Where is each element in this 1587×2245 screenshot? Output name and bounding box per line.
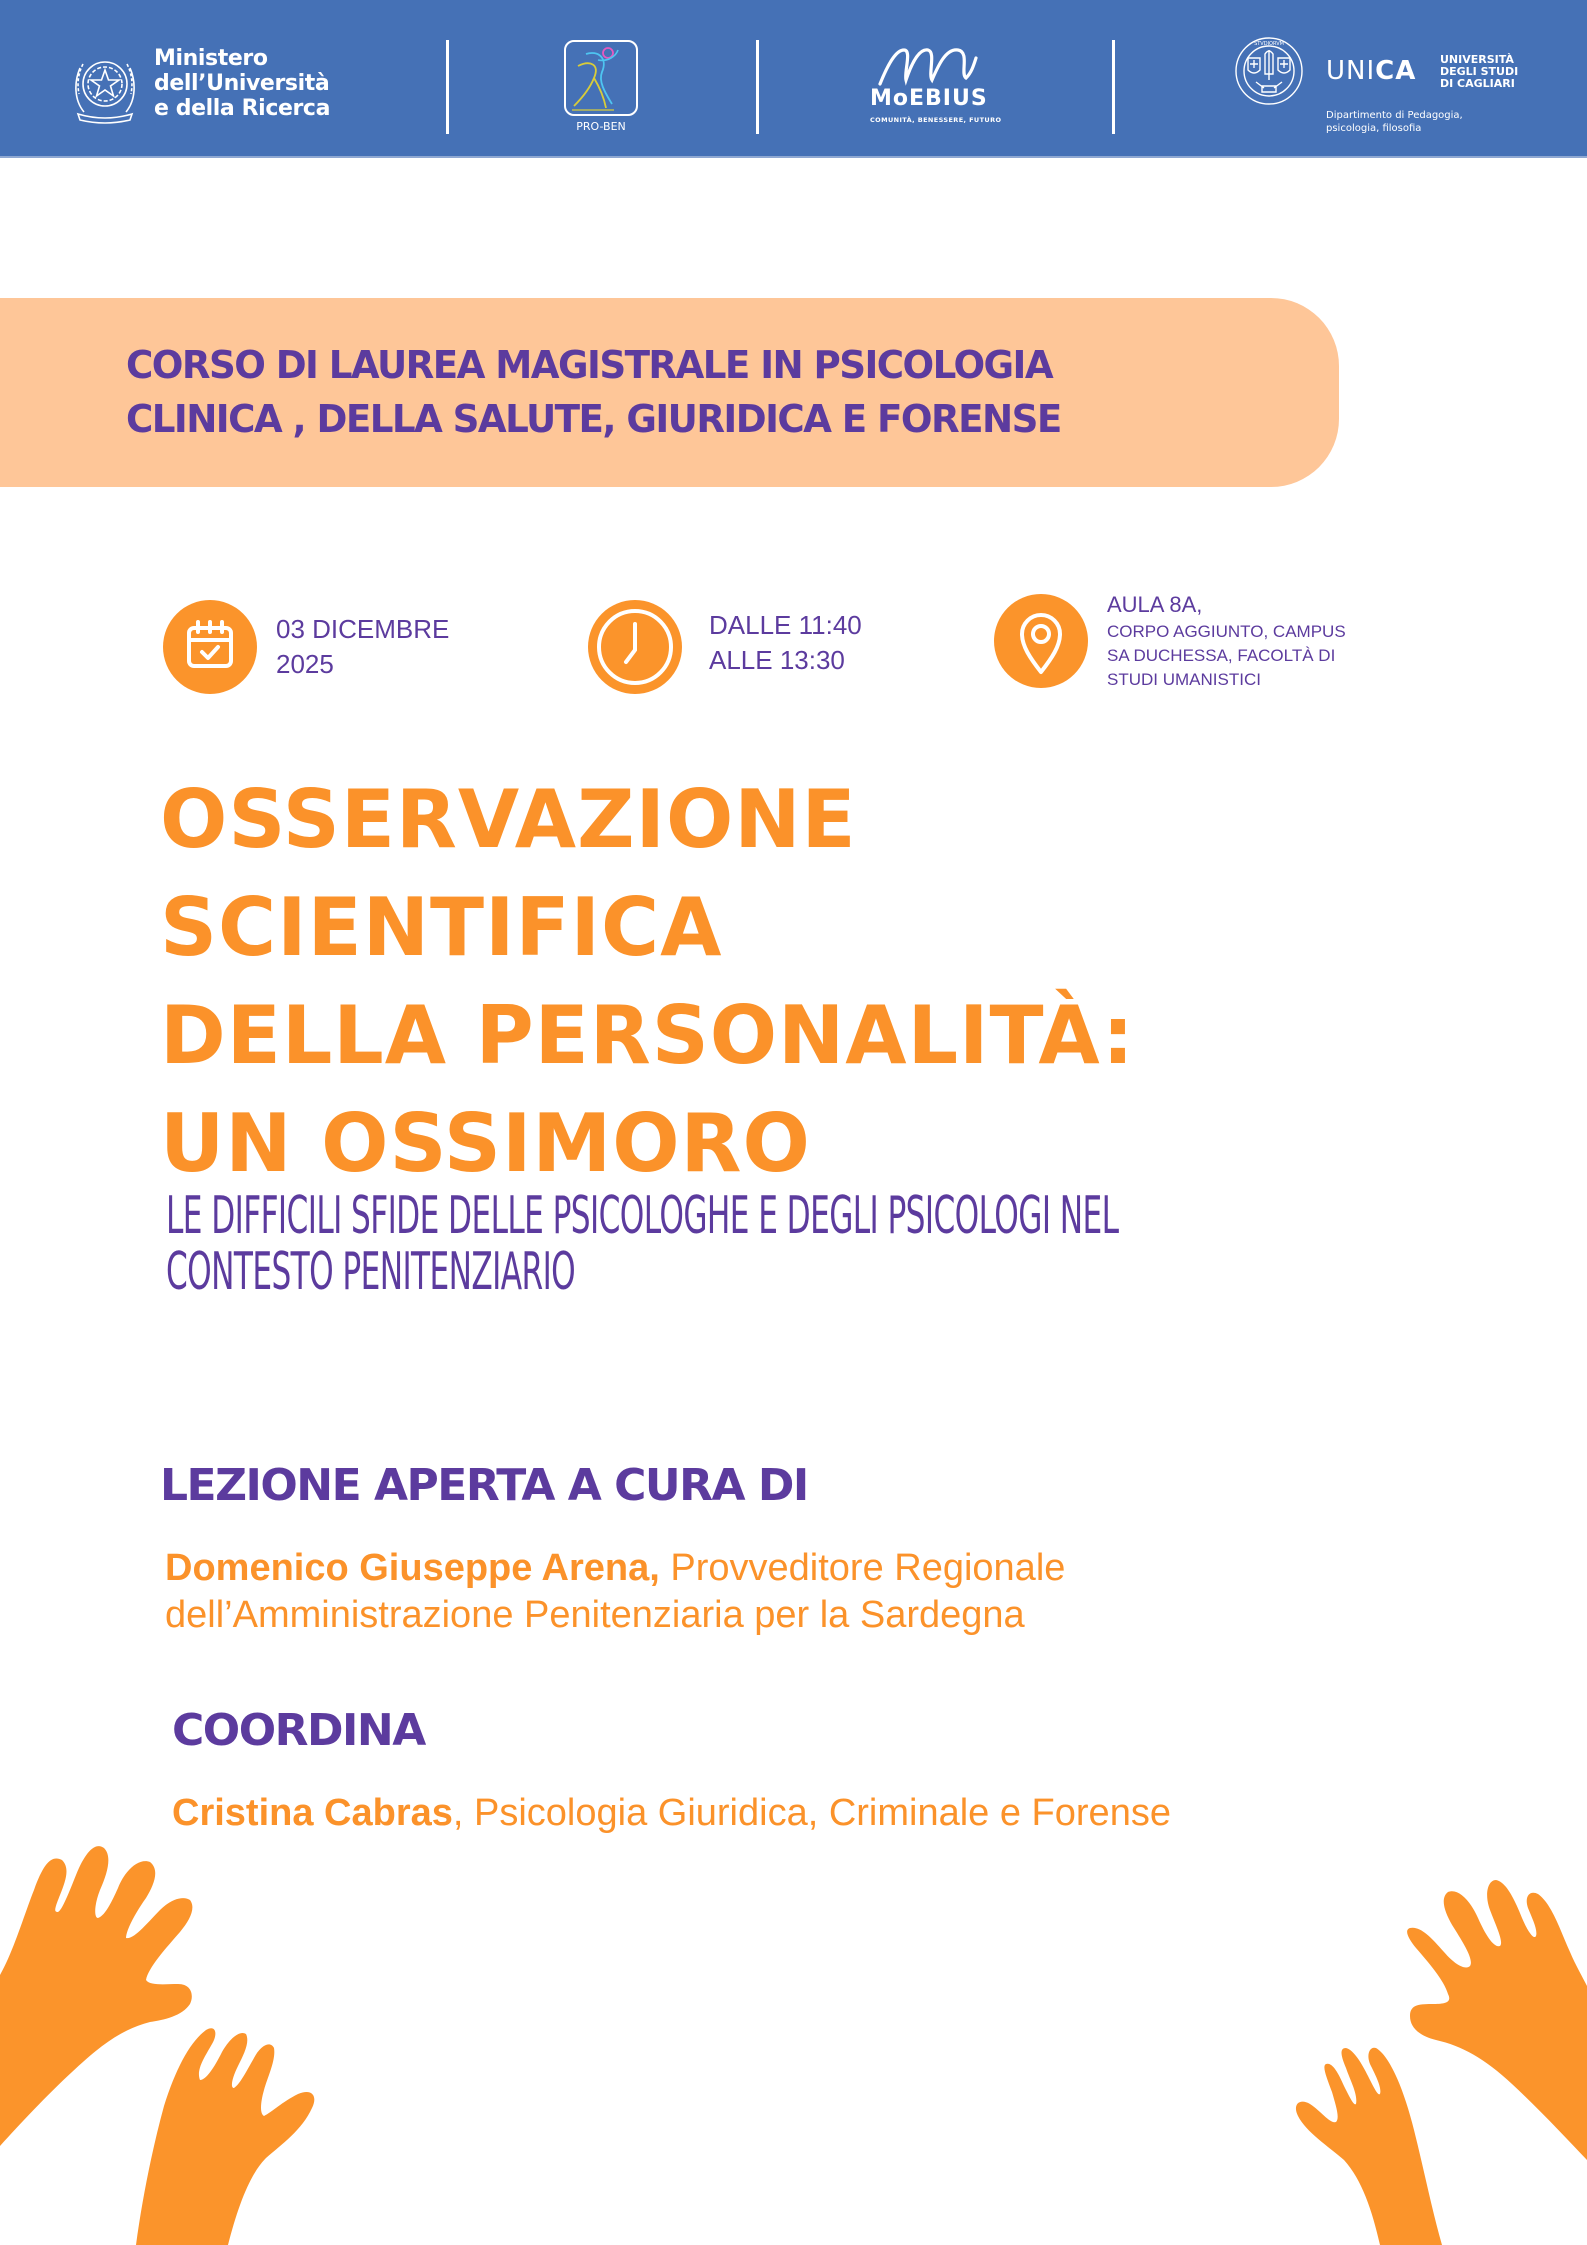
event-subtitle-line: CONTESTO PENITENZIARIO [166,1242,576,1302]
university-seal-icon [1234,36,1304,106]
event-date [276,612,449,682]
time-badge [588,600,682,694]
event-location-line: CORPO AGGIUNTO, CAMPUS [1107,622,1346,641]
moebius-name: MoEBIUS [870,86,988,111]
speaker-line-1 [165,1545,1065,1592]
proben-runner-logo-icon [564,40,638,116]
course-banner [0,298,1339,487]
clock-icon [588,600,682,694]
unica-dept-line: psicologia, filosofia [1326,123,1422,134]
header-bar [0,0,1587,158]
unica-name-line: DI CAGLIARI [1440,77,1515,90]
speaker-name: Domenico Giuseppe Arena, [165,1547,660,1589]
coordinator-line [172,1790,1171,1837]
ministry-name [154,46,330,121]
event-title-line: OSSERVAZIONE [160,773,857,866]
header-divider [446,40,449,134]
event-title-line: SCIENTIFICA [160,881,723,974]
event-title-line: UN OSSIMORO [160,1097,811,1190]
ministry-line-1: Ministero [154,46,268,71]
event-date-day: 03 DICEMBRE [276,614,450,644]
event-time-end: ALLE 13:30 [709,645,845,675]
course-title-line-2: CLINICA , DELLA SALUTE, GIURIDICA E FORENSE [126,397,1061,441]
course-title [126,338,1080,446]
moebius-logo-icon [874,44,994,86]
unica-word-bold: CA [1375,56,1417,86]
calendar-check-icon [163,600,257,694]
lecture-heading: LEZIONE APERTA A CURA DI [160,1460,808,1511]
event-title [160,766,1145,1198]
proben-logo [562,38,640,138]
event-subtitle [166,1188,1587,1300]
event-location [1107,590,1346,692]
moebius-tagline: COMUNITÀ, BENESSERE, FUTURO [870,116,1002,124]
unica-name-line: UNIVERSITÀ [1440,53,1514,66]
coordinator [172,1790,1171,1837]
header-divider [756,40,759,134]
unica-department [1326,109,1463,135]
date-badge [163,600,257,694]
coordinator-name: Cristina Cabras [172,1792,453,1834]
svg-text:STVDIORVM: STVDIORVM [1254,41,1284,47]
unica-full-name [1440,54,1518,90]
ministry-line-2: dell’Università [154,71,330,96]
unica-dept-line: Dipartimento di Pedagogia, [1326,110,1463,121]
course-title-line-1: CORSO DI LAUREA MAGISTRALE IN PSICOLOGIA [126,343,1053,387]
event-date-year: 2025 [276,649,334,679]
unica-name-line: DEGLI STUDI [1440,65,1519,78]
event-time-start: DALLE 11:40 [709,610,862,640]
unica-wordmark [1326,56,1416,86]
moebius-logo [860,44,1010,132]
unica-logo [1234,34,1554,134]
event-room: AULA 8A, [1107,592,1203,617]
location-badge [994,594,1088,688]
speaker-role-line-2: dell’Amministrazione Penitenziaria per la Sardegna [165,1594,1025,1636]
event-time [709,608,862,678]
speaker-role: Provveditore Regionale [659,1547,1066,1589]
event-location-line: SA DUCHESSA, FACOLTÀ DI [1107,646,1336,665]
event-subtitle-line: LE DIFFICILI SFIDE DELLE PSICOLOGHE E DEGLI PSICOLOGI NEL [166,1186,1119,1246]
location-pin-icon [994,594,1088,688]
event-location-line: STUDI UMANISTICI [1107,670,1261,689]
unica-word-light: UNI [1326,56,1376,86]
header-divider [1112,40,1115,134]
ministry-logo [70,46,360,128]
ministry-line-3: e della Ricerca [154,96,331,121]
proben-label: PRO-BEN [576,120,626,133]
coordinator-role: , Psicologia Giuridica, Criminale e Forense [452,1792,1171,1834]
italian-republic-emblem-icon [70,48,140,126]
event-title-line: DELLA PERSONALITÀ: [160,989,1135,1082]
lecture-speaker [165,1545,1065,1639]
coordinator-heading: COORDINA [172,1705,425,1756]
